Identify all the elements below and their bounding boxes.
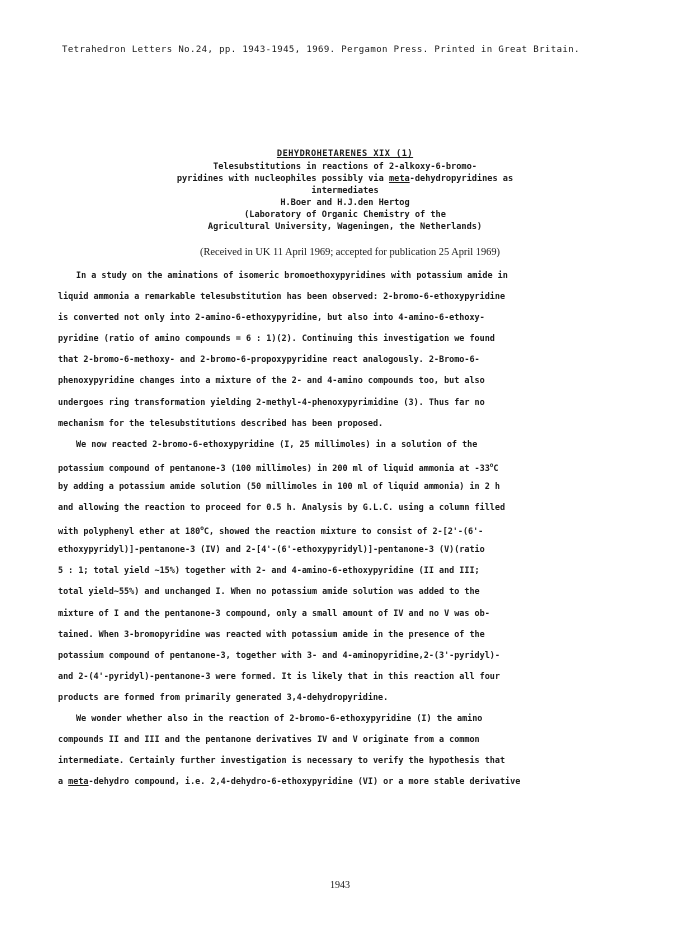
body-line: liquid ammonia a remarkable telesubstitution has been observed: 2-bromo-6-ethoxypyridine — [58, 291, 506, 302]
body-line: compounds II and III and the pentanone derivatives IV and V originate from a common — [58, 734, 480, 745]
article-title-block — [40, 148, 650, 233]
body-line: phenoxypyridine changes into a mixture of the 2- and 4-amino compounds too, but also — [58, 375, 485, 386]
title-meta-word: meta — [388, 174, 410, 184]
body-line: undergoes ring transformation yielding 2-methyl-4-phenoxypyrimidine (3). Thus far no — [58, 396, 485, 407]
article-title-line-1: Telesubstitutions in reactions of 2-alkoxy-6-bromo- — [213, 162, 477, 172]
affiliation-line-2: Agricultural University, Wageningen, the Netherlands) — [207, 222, 483, 232]
affiliation-line-1: (Laboratory of Organic Chemistry of the — [244, 210, 446, 220]
body-line: tained. When 3-bromopyridine was reacted with potassium amide in the presence of the — [58, 628, 485, 639]
authors: H.Boer and H.J.den Hertog — [280, 198, 410, 208]
body-line: that 2-bromo-6-methoxy- and 2-bromo-6-propoxypyridine react analogously. 2-Bromo-6- — [58, 354, 480, 365]
body-line: 5 : 1; total yield ~15%) together with 2- and 4-amino-6-ethoxypyridine (II and III; — [58, 565, 480, 576]
body-line: total yield~55%) and unchanged I. When no potassium amide solution was added to the — [58, 586, 480, 597]
degree-superscript: o — [489, 461, 494, 469]
body-line: intermediate. Certainly further investigation is necessary to verify the hypothesis that — [58, 755, 506, 766]
body-line: mixture of I and the pentanone-3 compound, only a small amount of IV and no V was ob- — [58, 607, 490, 618]
body-line-text-continued: -dehydro compound, i.e. 2,4-dehydro-6-ethoxypyridine (VI) or a more stable derivative — [88, 776, 521, 787]
body-line-meta — [58, 771, 648, 792]
degree-superscript: o — [200, 525, 204, 533]
body-line: and 2-(4'-pyridyl)-pentanone-3 were formed. It is likely that in this reaction all four — [58, 670, 500, 681]
body-line: mechanism for the telesubstitutions described has been proposed. — [58, 417, 384, 428]
article-title-line-3: intermediates — [311, 186, 379, 196]
journal-citation-header: Tetrahedron Letters No.24, pp. 1943-1945, 1969. Pergamon Press. Printed in Great Britain. — [62, 45, 580, 55]
article-body — [58, 265, 648, 792]
received-dates: (Received in UK 11 April 1969; accepted for publication 25 April 1969) — [199, 247, 500, 258]
page-number: 1943 — [330, 880, 350, 891]
body-line-temperature-2 — [58, 518, 648, 539]
body-line: We now reacted 2-bromo-6-ethoxypyridine (I, 25 millimoles) in a solution of the — [76, 438, 478, 449]
body-line-text: potassium compound of pentanone-3 (100 millimoles) in 200 ml of liquid ammonia at -33 — [58, 462, 490, 473]
body-line-temperature-1 — [58, 455, 648, 476]
body-line: and allowing the reaction to proceed for 0.5 h. Analysis by G.L.C. using a column filled — [58, 502, 506, 513]
body-line: pyridine (ratio of amino compounds = 6 : 1)(2). Continuing this investigation we found — [58, 333, 495, 344]
body-line-text: with polyphenyl ether at 180 — [58, 526, 201, 537]
celsius-unit: C — [493, 462, 499, 473]
body-line-text-continued: C, showed the reaction mixture to consist of 2-[2'-(6'- — [203, 526, 484, 537]
series-title: DEHYDROHETARENES XIX (1) — [276, 149, 414, 159]
title-line-2-start: pyridines with nucleophiles possibly via — [176, 174, 389, 184]
title-line-2-end: -dehydropyridines as — [409, 174, 514, 184]
body-line: by adding a potassium amide solution (50 millimoles in 100 ml of liquid ammonia) in 2 h — [58, 480, 500, 491]
article-title-line-2 — [40, 173, 650, 185]
body-line: In a study on the aminations of isomeric bromoethoxypyridines with potassium amide in — [76, 270, 508, 280]
body-line: ethoxypyridyl)]-pentanone-3 (IV) and 2-[4'-(6'-ethoxypyridyl)]-pentanone-3 (V)(ratio — [58, 544, 485, 555]
body-line: We wonder whether also in the reaction of 2-bromo-6-ethoxypyridine (I) the amino — [76, 712, 483, 723]
body-line: potassium compound of pentanone-3, together with 3- and 4-aminopyridine,2-(3'-pyridyl)- — [58, 649, 500, 660]
body-line: products are formed from primarily generated 3,4-dehydropyridine. — [58, 691, 389, 702]
body-meta-word: meta — [68, 776, 89, 787]
body-line: is converted not only into 2-amino-6-ethoxypyridine, but also into 4-amino-6-ethoxy- — [58, 312, 485, 323]
body-line-text: a — [58, 776, 69, 787]
